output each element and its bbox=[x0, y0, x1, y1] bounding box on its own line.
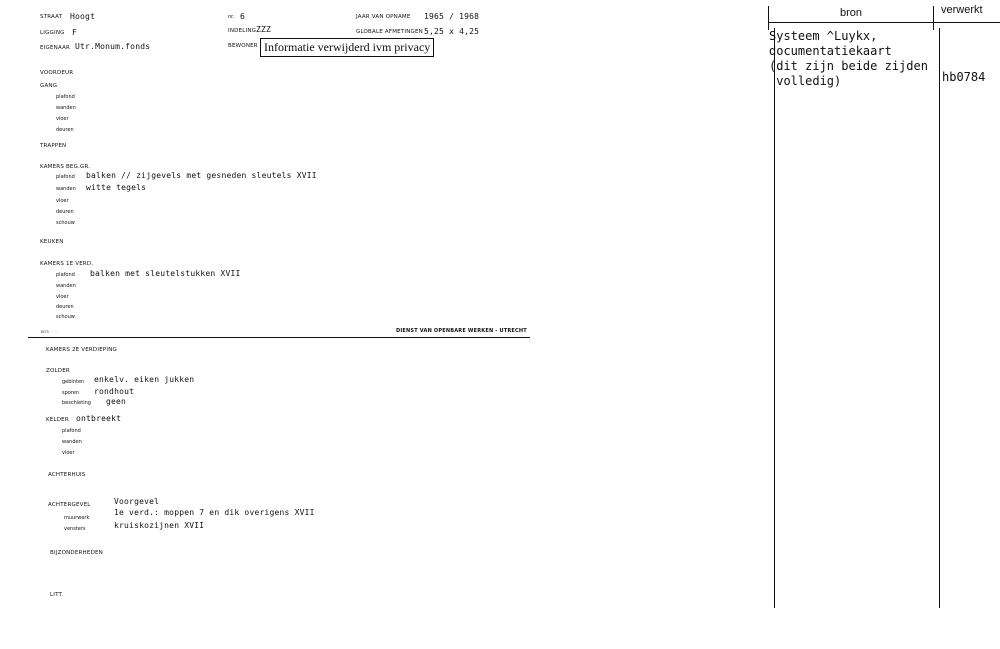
kb-plafond-label: plafond bbox=[56, 174, 75, 180]
gang-plafond-label: plafond bbox=[56, 94, 75, 100]
nr-label: nr. bbox=[228, 14, 235, 20]
jaar-label: JAAR VAN OPNAME bbox=[356, 14, 411, 20]
kb-wanden-value: witte tegels bbox=[86, 183, 147, 192]
kb-vloer-label: vloer bbox=[56, 198, 69, 204]
ke-vloer-label: vloer bbox=[62, 450, 75, 456]
kb-deuren-label: deuren bbox=[56, 209, 74, 215]
ke-wanden-label: wanden bbox=[62, 439, 82, 445]
k1-plafond-label: plafond bbox=[56, 272, 75, 278]
bron-header: bron bbox=[840, 7, 863, 19]
z-gebinten-label: gebinten bbox=[62, 379, 85, 385]
kb-plafond-value: balken // zijgevels met gesneden sleutels XVII bbox=[86, 171, 317, 180]
k1-plafond-value: balken met sleutelstukken XVII bbox=[90, 269, 241, 278]
k1-wanden-label: wanden bbox=[56, 283, 76, 289]
z-sporen-label: sporen bbox=[62, 390, 80, 396]
zolder-label: ZOLDER bbox=[46, 368, 70, 374]
z-gebinten-value: enkelv. eiken jukken bbox=[94, 375, 195, 384]
kamers-1e-label: KAMERS 1E VERD. bbox=[40, 261, 94, 267]
jaar-value: 1965 / 1968 bbox=[424, 12, 480, 21]
bron-text: Systeem ^Luykx, documentatiekaart (dit zijn beide zijden volledig) bbox=[769, 29, 928, 88]
gang-deuren-label: deuren bbox=[56, 127, 74, 133]
keuken-label: KEUKEN bbox=[40, 239, 64, 245]
ligging-value: F bbox=[72, 28, 78, 37]
indeling-value: ZZZ bbox=[256, 25, 272, 34]
gang-vloer-label: vloer bbox=[56, 116, 69, 122]
ag-muurwerk-label: muurwerk bbox=[64, 515, 90, 521]
trappen-label: TRAPPEN bbox=[40, 143, 67, 149]
voordeur-label: VOORDEUR bbox=[40, 70, 74, 76]
card-divider-line bbox=[28, 337, 530, 338]
nr-value: 6 bbox=[240, 12, 246, 21]
form-code: 1875 · · · · bbox=[40, 330, 58, 334]
kamers-beg-label: KAMERS BEG.GR. bbox=[40, 164, 91, 170]
afmetingen-value: 5,25 x 4,25 bbox=[424, 27, 480, 36]
bewoner-label: BEWONER bbox=[228, 43, 258, 49]
achtergevel-value: Voorgevel bbox=[114, 497, 160, 506]
ag-muurwerk-value: 1e verd.: moppen 7 en dik overigens XVII bbox=[114, 508, 315, 517]
verwerkt-value: hb0784 bbox=[942, 70, 986, 84]
k1-vloer-label: vloer bbox=[56, 294, 69, 300]
table-left-border-top bbox=[768, 6, 769, 30]
litt-label: LITT. bbox=[50, 592, 64, 598]
k1-schouw-label: schouw bbox=[56, 314, 75, 320]
dienst-footer: DIENST VAN OPENBARE WERKEN - UTRECHT bbox=[396, 328, 527, 334]
table-mid-border bbox=[939, 28, 940, 608]
z-beschieting-value: geen bbox=[106, 397, 127, 406]
ag-vensters-value: kruiskozijnen XVII bbox=[114, 521, 205, 530]
gang-label: GANG bbox=[40, 83, 58, 89]
ke-plafond-label: plafond bbox=[62, 428, 81, 434]
table-left-border bbox=[774, 28, 775, 608]
z-beschieting-label: beschieting bbox=[62, 400, 91, 406]
z-sporen-value: rondhout bbox=[94, 387, 135, 396]
verwerkt-header: verwerkt bbox=[941, 4, 983, 16]
kamers-2e-label: KAMERS 2E VERDIEPING bbox=[46, 347, 117, 353]
eigenaar-value: Utr.Monum.fonds bbox=[75, 42, 151, 51]
straat-label: STRAAT bbox=[40, 14, 63, 20]
table-header-line bbox=[768, 22, 1000, 23]
privacy-notice-box: Informatie verwijderd ivm privacy bbox=[260, 38, 434, 57]
kelder-value: ontbreekt bbox=[76, 414, 122, 423]
bijzonderheden-label: BIJZONDERHEDEN bbox=[50, 550, 103, 556]
kelder-label: KELDER bbox=[46, 417, 69, 423]
kb-schouw-label: schouw bbox=[56, 220, 75, 226]
afmetingen-label: GLOBALE AFMETINGEN bbox=[356, 29, 423, 35]
ligging-label: LIGGING bbox=[40, 30, 65, 36]
achterhuis-label: ACHTERHUIS bbox=[48, 472, 86, 478]
table-mid-border-top bbox=[933, 6, 934, 30]
kb-wanden-label: wanden bbox=[56, 186, 76, 192]
straat-value: Hoogt bbox=[70, 12, 96, 21]
gang-wanden-label: wanden bbox=[56, 105, 76, 111]
k1-deuren-label: deuren bbox=[56, 304, 74, 310]
indeling-label: INDELING bbox=[228, 28, 257, 34]
achtergevel-label: ACHTERGEVEL bbox=[48, 502, 91, 508]
ag-vensters-label: vensters bbox=[64, 526, 86, 532]
eigenaar-label: EIGENAAR bbox=[40, 45, 71, 51]
